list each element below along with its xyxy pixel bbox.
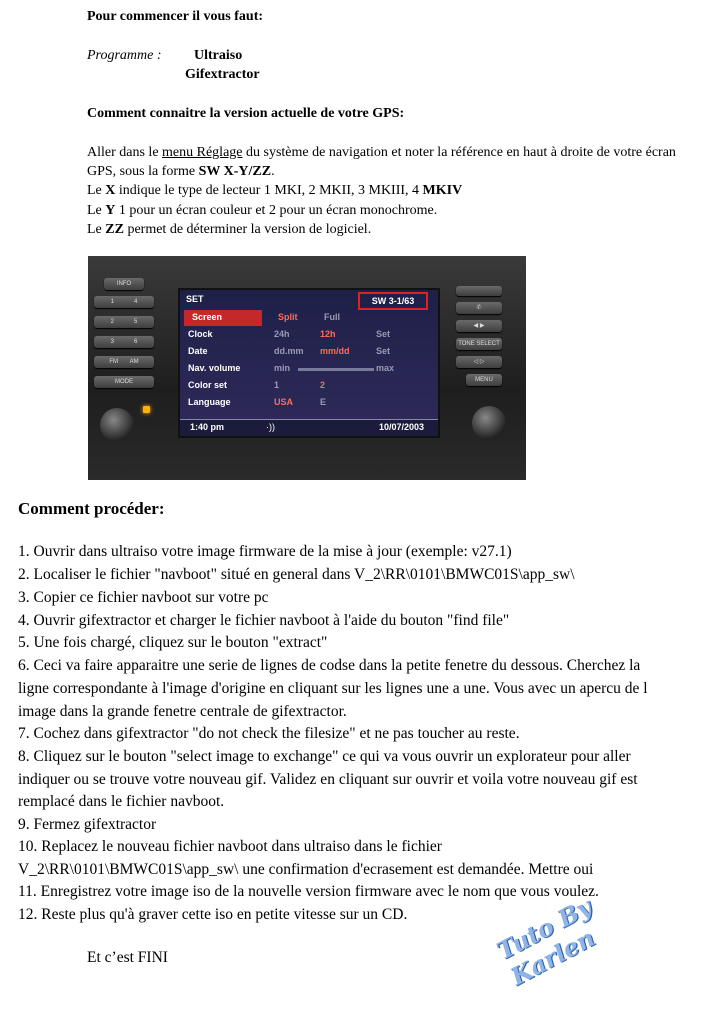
photo-btn-arrows: ◁ ▷ — [456, 356, 502, 368]
menu-reglage-link: menu Réglage — [162, 145, 243, 160]
screen-date: 10/07/2003 — [378, 422, 424, 432]
signature-watermark: Tuto By Karlen — [492, 891, 600, 992]
photo-btn-tone-select: TONE SELECT — [456, 338, 502, 350]
procedure-line: 7. Cochez dans gifextractor "do not check the filesize" et ne pas toucher au reste. — [18, 725, 520, 742]
screen-row-v2: 12h — [320, 329, 336, 339]
screen-row — [180, 395, 438, 411]
photo-btn-info: INFO — [104, 278, 144, 290]
screen-row-v1: min — [274, 363, 291, 373]
procedure-line: image dans la grande fenetre centrale de gifextractor. — [18, 703, 347, 720]
version-line-4: Le Y 1 pour un écran couleur et 2 pour un écran monochrome. — [87, 203, 438, 218]
screen-row-v2: Full — [324, 312, 340, 322]
procedure-line: 2. Localiser le fichier "navboot" situé en general dans V_2\RR\0101\BMWC01S\app_sw\ — [18, 566, 575, 583]
screen-row-v1: 24h — [274, 329, 290, 339]
nav-unit-photo — [88, 256, 526, 480]
photo-led — [143, 406, 150, 413]
photo-btn-phone: ✆ — [456, 302, 502, 314]
photo-btn-mode: MODE — [94, 376, 154, 388]
photo-btn-2-5: 2 5 — [94, 316, 154, 328]
intro-heading: Pour commencer il vous faut: — [87, 9, 264, 24]
procedure-line: 4. Ouvrir gifextractor et charger le fichier navboot à l'aide du bouton "find file" — [18, 612, 510, 629]
nav-screen — [178, 288, 440, 438]
screen-row — [180, 361, 438, 377]
ending-text: Et c’est FINI — [87, 949, 168, 966]
screen-version-box: SW 3-1/63 — [358, 292, 428, 310]
screen-row-label: Clock — [188, 329, 213, 339]
screen-row-label: Nav. volume — [188, 363, 241, 373]
version-line-5: Le ZZ permet de déterminer la version de logiciel. — [87, 222, 372, 237]
screen-row-v1: dd.mm — [274, 346, 304, 356]
screen-row — [180, 378, 438, 394]
procedure-line: 8. Cliquez sur le bouton "select image to exchange" ce qui va vous ouvrir un explorateur pour aller — [18, 748, 631, 765]
screen-row-label: Color set — [188, 380, 228, 390]
version-line-1: Aller dans le menu Réglage du système de navigation et noter la référence en haut à droite de votre écran — [87, 145, 676, 160]
screen-row-label: Language — [188, 397, 231, 407]
photo-btn-3-6: 3 6 — [94, 336, 154, 348]
procedure-line: indiquer ou se trouve votre nouveau gif. Validez en cliquant sur ouvrir et voila votre nouveau gif est — [18, 771, 638, 788]
procedure-line: 11. Enregistrez votre image iso de la nouvelle version firmware avec le nom que vous voulez. — [18, 883, 599, 900]
version-line-3: Le X indique le type de lecteur 1 MKI, 2 MKII, 3 MKIII, 4 MKIV — [87, 183, 463, 198]
screen-row-label: Date — [188, 346, 208, 356]
photo-btn-menu: MENU — [466, 374, 502, 386]
screen-signal-icon: ·)) — [266, 422, 275, 432]
procedure-heading: Comment procéder: — [18, 499, 165, 518]
program-label: Programme : — [87, 48, 162, 63]
screen-row-v2: mm/dd — [320, 346, 350, 356]
screen-time: 1:40 pm — [190, 422, 225, 432]
screen-row-v2: 2 — [320, 380, 326, 390]
screen-row-v3: max — [376, 363, 395, 373]
screen-row — [180, 327, 438, 343]
procedure-line: 3. Copier ce fichier navboot sur votre pc — [18, 589, 269, 606]
procedure-line: 10. Replacez le nouveau fichier navboot dans ultraiso dans le fichier — [18, 838, 442, 855]
screen-volume-slider — [298, 368, 374, 371]
screen-row-v1: 1 — [274, 380, 280, 390]
procedure-line: ligne correspondante à l'image d'origine en cliquant sur les lignes une a une. Vous avec un apercu de l — [18, 680, 648, 697]
procedure-line: V_2\RR\0101\BMWC01S\app_sw\ une confirmation d'ecrasement est demandée. Mettre oui — [18, 861, 594, 878]
screen-row-v2: E — [320, 397, 327, 407]
procedure-line: 1. Ouvrir dans ultraiso votre image firmware de la mise à jour (exemple: v27.1) — [18, 543, 512, 560]
photo-btn-right-1 — [456, 286, 502, 296]
procedure-line: 6. Ceci va faire apparaitre une serie de lignes de codse dans la petite fenetre du dessous. Cherchez la — [18, 657, 641, 674]
procedure-line: 5. Une fois chargé, cliquez sur le bouton "extract" — [18, 634, 328, 651]
screen-row — [184, 310, 340, 326]
photo-right-knob — [472, 406, 506, 440]
version-heading: Comment connaitre la version actuelle de votre GPS: — [87, 106, 405, 121]
photo-left-knob — [100, 408, 134, 442]
screen-status-bar — [180, 419, 438, 436]
program-ultraiso: Ultraiso — [194, 48, 243, 63]
screen-title: SET — [186, 294, 204, 304]
photo-btn-seek: ◀ ▶ — [456, 320, 502, 332]
program-gifextractor: Gifextractor — [185, 67, 260, 82]
screen-row-v1: USA — [274, 397, 294, 407]
screen-row-v3: Set — [376, 329, 391, 339]
screen-row-v1: Split — [278, 312, 298, 322]
procedure-line: 12. Reste plus qu'à graver cette iso en petite vitesse sur un CD. — [18, 906, 408, 923]
version-line-2: GPS, sous la forme SW X-Y/ZZ. — [87, 164, 275, 179]
procedure-line: 9. Fermez gifextractor — [18, 816, 157, 833]
procedure-line: remplacé dans le fichier navboot. — [18, 793, 225, 810]
screen-row-v3: Set — [376, 346, 391, 356]
screen-row-label: Screen — [192, 312, 223, 322]
photo-btn-1-4: 1 4 — [94, 296, 154, 308]
screen-row — [180, 344, 438, 360]
photo-btn-fm-am: FM AM — [94, 356, 154, 368]
